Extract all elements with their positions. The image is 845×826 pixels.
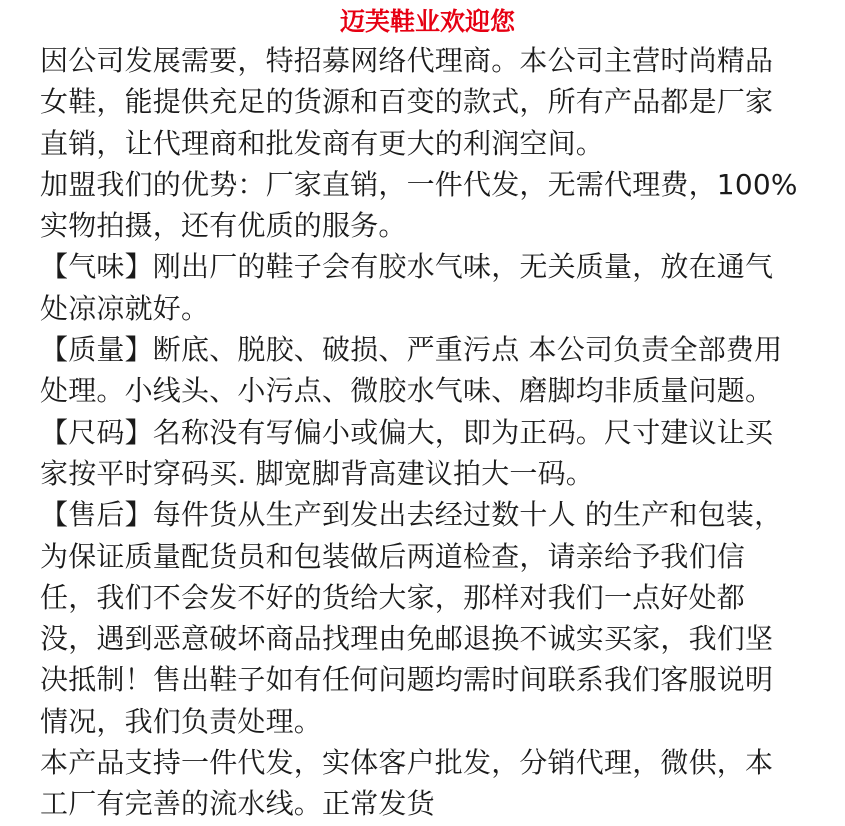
text-line: 【售后】每件货从生产到发出去经过数十人 的生产和包装， <box>40 498 783 532</box>
paragraph-quality <box>40 329 815 412</box>
text-line: 实物拍摄，还有优质的服务。 <box>40 209 407 243</box>
paragraph-after-sales <box>40 494 815 742</box>
paragraph-dropshipping <box>40 742 815 825</box>
text-line: 决抵制！售出鞋子如有任何问题均需时间联系我们客服说明 <box>40 663 774 697</box>
page-title: 迈芙鞋业欢迎您 <box>339 7 515 36</box>
text-line: 工厂有完善的流水线。正常发货 <box>40 787 435 821</box>
text-line: 因公司发展需要，特招募网络代理商。本公司主营时尚精品 <box>40 44 774 77</box>
text-line: 【尺码】名称没有写偏小或偏大，即为正码。尺寸建议让买 <box>40 415 774 449</box>
text-line: 处理。小线头、小污点、微胶水气味、磨脚均非质量问题。 <box>40 374 774 408</box>
text-line: 情况，我们负责处理。 <box>40 704 323 738</box>
paragraph-advantages <box>40 164 815 247</box>
paragraph-intro <box>40 40 815 164</box>
text-line: 本产品支持一件代发，实体客户批发，分销代理，微供，本 <box>40 746 774 780</box>
text-line: 加盟我们的优势：厂家直销，一件代发，无需代理费，100% <box>40 167 798 201</box>
text-line: 家按平时穿码买. 脚宽脚背高建议拍大一码。 <box>40 456 595 490</box>
text-line: 没，遇到恶意破坏商品找理由免邮退换不诚实买家，我们坚 <box>40 622 774 656</box>
text-line: 【质量】断底、脱胶、破损、严重污点 本公司负责全部费用 <box>40 333 783 367</box>
text-line: 处凉凉就好。 <box>40 291 210 325</box>
text-line: 直销，让代理商和批发商有更大的利润空间。 <box>40 126 605 160</box>
text-line: 任，我们不会发不好的货给大家，那样对我们一点好处都 <box>40 580 746 614</box>
text-line: 为保证质量配货员和包装做后两道检查，请亲给予我们信 <box>40 539 746 573</box>
paragraph-odor <box>40 246 815 329</box>
paragraph-size <box>40 412 815 495</box>
text-line: 女鞋，能提供充足的货源和百变的款式，所有产品都是厂家 <box>40 85 774 119</box>
text-line: 【气味】刚出厂的鞋子会有胶水气味，无关质量，放在通气 <box>40 250 774 284</box>
